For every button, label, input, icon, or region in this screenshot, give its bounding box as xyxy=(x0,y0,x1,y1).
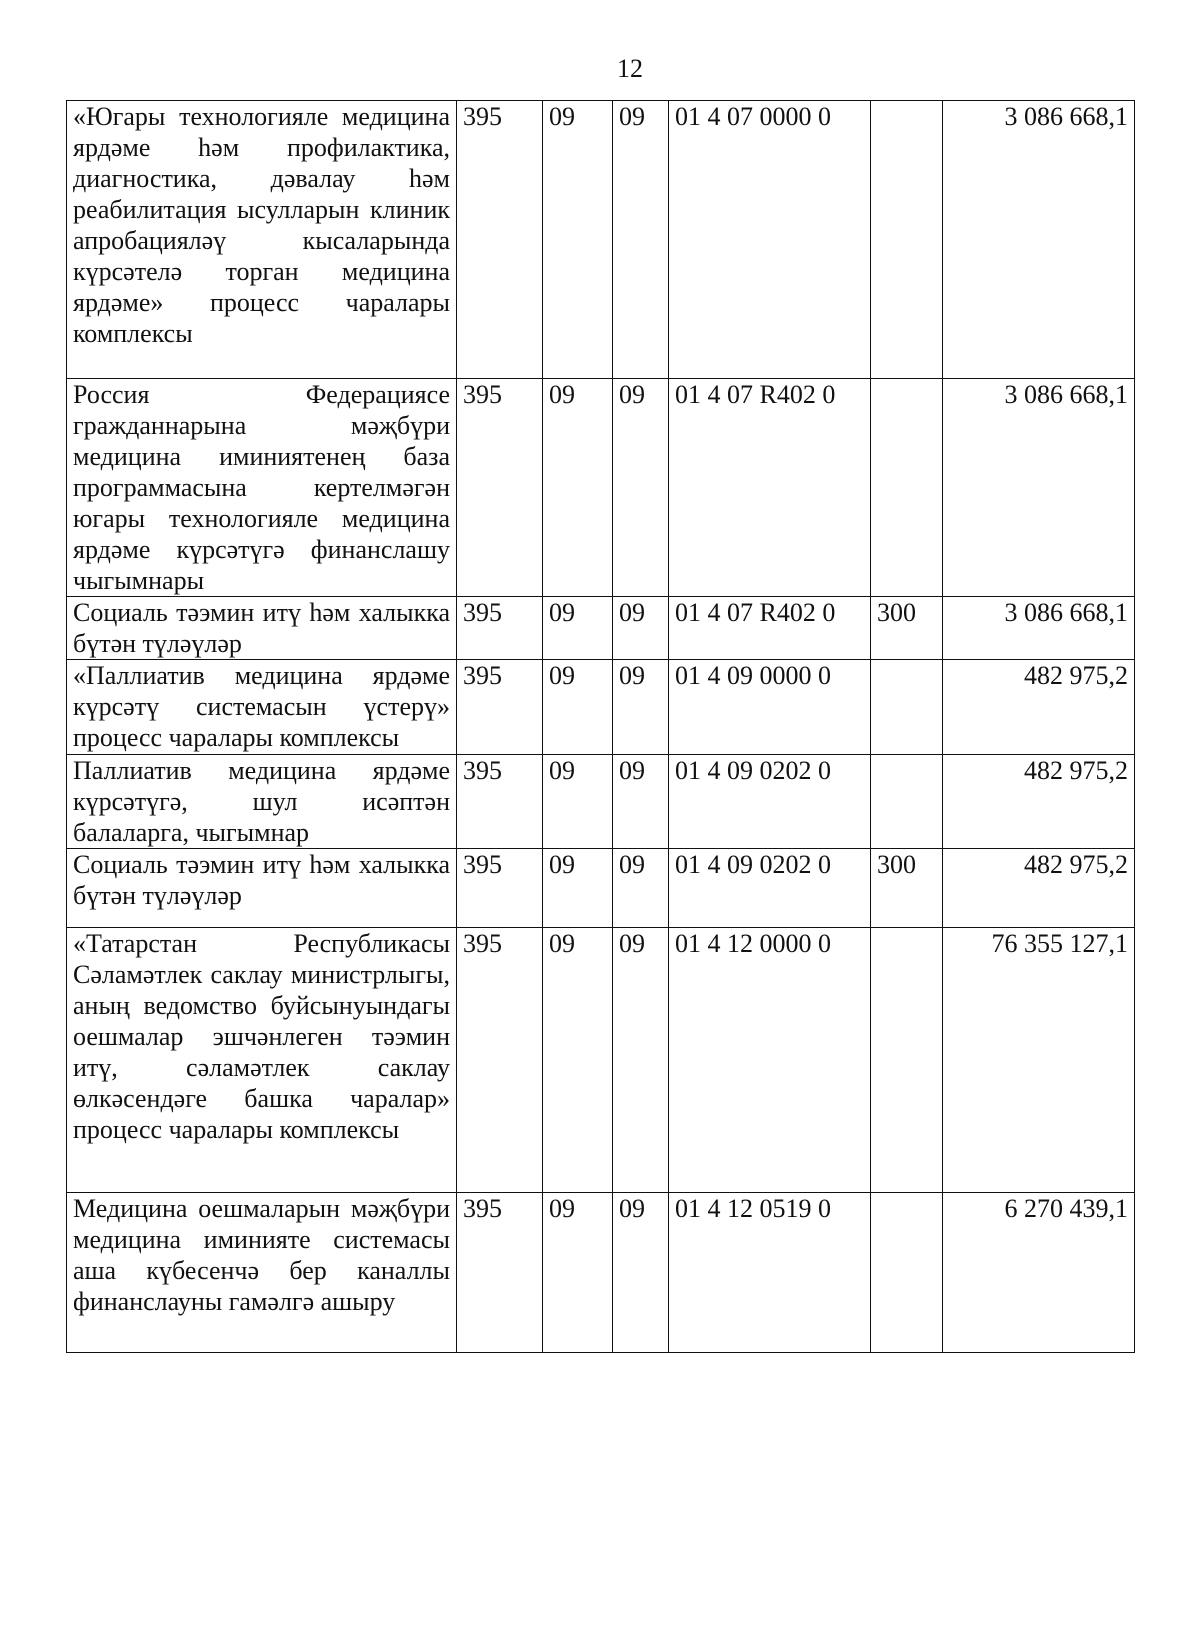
row-name-cell: Паллиатив медицина ярдәме күрсәтүгә, шул исәптән балаларга, чыгымнар xyxy=(67,755,457,849)
table-row xyxy=(67,379,1135,597)
section-cell: 09 xyxy=(543,597,613,660)
row-name-cell: «Паллиатив медицина ярдәме күрсәтү системасын үстерү» процесс чаралары комплексы xyxy=(67,660,457,755)
target-article-cell: 01 4 12 0000 0 xyxy=(669,928,871,1193)
table-row xyxy=(67,755,1135,849)
amount-cell: 6 270 439,1 xyxy=(943,1193,1135,1353)
target-article-cell: 01 4 12 0519 0 xyxy=(669,1193,871,1353)
page-number: 12 xyxy=(617,54,643,83)
amount-cell: 482 975,2 xyxy=(943,849,1135,928)
row-name-cell: Россия Федерациясе гражданнарына мәҗбүри медицина иминиятенең база программасына кертелмәгән югары технологияле медицина ярдәме күрсәтүгә финанслашу чыгымнары xyxy=(67,379,457,597)
section-cell: 09 xyxy=(543,660,613,755)
subsection-cell: 09 xyxy=(613,660,669,755)
table-row xyxy=(67,660,1135,755)
section-cell: 09 xyxy=(543,849,613,928)
amount-cell: 3 086 668,1 xyxy=(943,379,1135,597)
amount-cell: 76 355 127,1 xyxy=(943,928,1135,1193)
expense-type-cell: 300 xyxy=(871,849,943,928)
table-row xyxy=(67,1193,1135,1353)
target-article-cell: 01 4 07 R402 0 xyxy=(669,379,871,597)
target-article-cell: 01 4 07 R402 0 xyxy=(669,597,871,660)
target-article-cell: 01 4 09 0000 0 xyxy=(669,660,871,755)
expense-type-cell xyxy=(871,755,943,849)
ministry-cell: 395 xyxy=(457,660,543,755)
table-row xyxy=(67,849,1135,928)
budget-table xyxy=(66,100,1135,1353)
expense-type-cell xyxy=(871,1193,943,1353)
row-name-cell: Социаль тәэмин итү һәм халыкка бүтән түләүләр xyxy=(67,597,457,660)
subsection-cell: 09 xyxy=(613,101,669,379)
subsection-cell: 09 xyxy=(613,597,669,660)
amount-cell: 482 975,2 xyxy=(943,660,1135,755)
expense-type-cell xyxy=(871,928,943,1193)
expense-type-cell: 300 xyxy=(871,597,943,660)
row-name-cell: «Югары технологияле медицина ярдәме һәм профилактика, диагностика, дәвалау һәм реабилитация ысулларын клиник апробацияләү кысаларында күрсәтелә торган медицина ярдәме» процесс чаралары комплексы xyxy=(67,101,457,379)
target-article-cell: 01 4 09 0202 0 xyxy=(669,849,871,928)
ministry-cell: 395 xyxy=(457,1193,543,1353)
ministry-cell: 395 xyxy=(457,379,543,597)
subsection-cell: 09 xyxy=(613,849,669,928)
section-cell: 09 xyxy=(543,1193,613,1353)
subsection-cell: 09 xyxy=(613,1193,669,1353)
section-cell: 09 xyxy=(543,928,613,1193)
ministry-cell: 395 xyxy=(457,928,543,1193)
ministry-cell: 395 xyxy=(457,101,543,379)
subsection-cell: 09 xyxy=(613,755,669,849)
subsection-cell: 09 xyxy=(613,928,669,1193)
ministry-cell: 395 xyxy=(457,849,543,928)
expense-type-cell xyxy=(871,379,943,597)
table-row xyxy=(67,928,1135,1193)
ministry-cell: 395 xyxy=(457,755,543,849)
target-article-cell: 01 4 09 0202 0 xyxy=(669,755,871,849)
row-name-cell: «Татарстан Республикасы Сәламәтлек саклау министрлыгы, аның ведомство буйсынуындагы оешмалар эшчәнлеген тәэмин итү, сәламәтлек саклау өлкәсендәге башка чаралар» процесс чаралары комплексы xyxy=(67,928,457,1193)
subsection-cell: 09 xyxy=(613,379,669,597)
row-name-cell: Социаль тәэмин итү һәм халыкка бүтән түләүләр xyxy=(67,849,457,928)
table-row xyxy=(67,101,1135,379)
section-cell: 09 xyxy=(543,101,613,379)
table-row xyxy=(67,597,1135,660)
target-article-cell: 01 4 07 0000 0 xyxy=(669,101,871,379)
expense-type-cell xyxy=(871,660,943,755)
amount-cell: 3 086 668,1 xyxy=(943,101,1135,379)
amount-cell: 482 975,2 xyxy=(943,755,1135,849)
row-name-cell: Медицина оешмаларын мәҗбүри медицина иминияте системасы аша күбесенчә бер каналлы финанслауны гамәлгә ашыру xyxy=(67,1193,457,1353)
amount-cell: 3 086 668,1 xyxy=(943,597,1135,660)
expense-type-cell xyxy=(871,101,943,379)
section-cell: 09 xyxy=(543,379,613,597)
ministry-cell: 395 xyxy=(457,597,543,660)
section-cell: 09 xyxy=(543,755,613,849)
